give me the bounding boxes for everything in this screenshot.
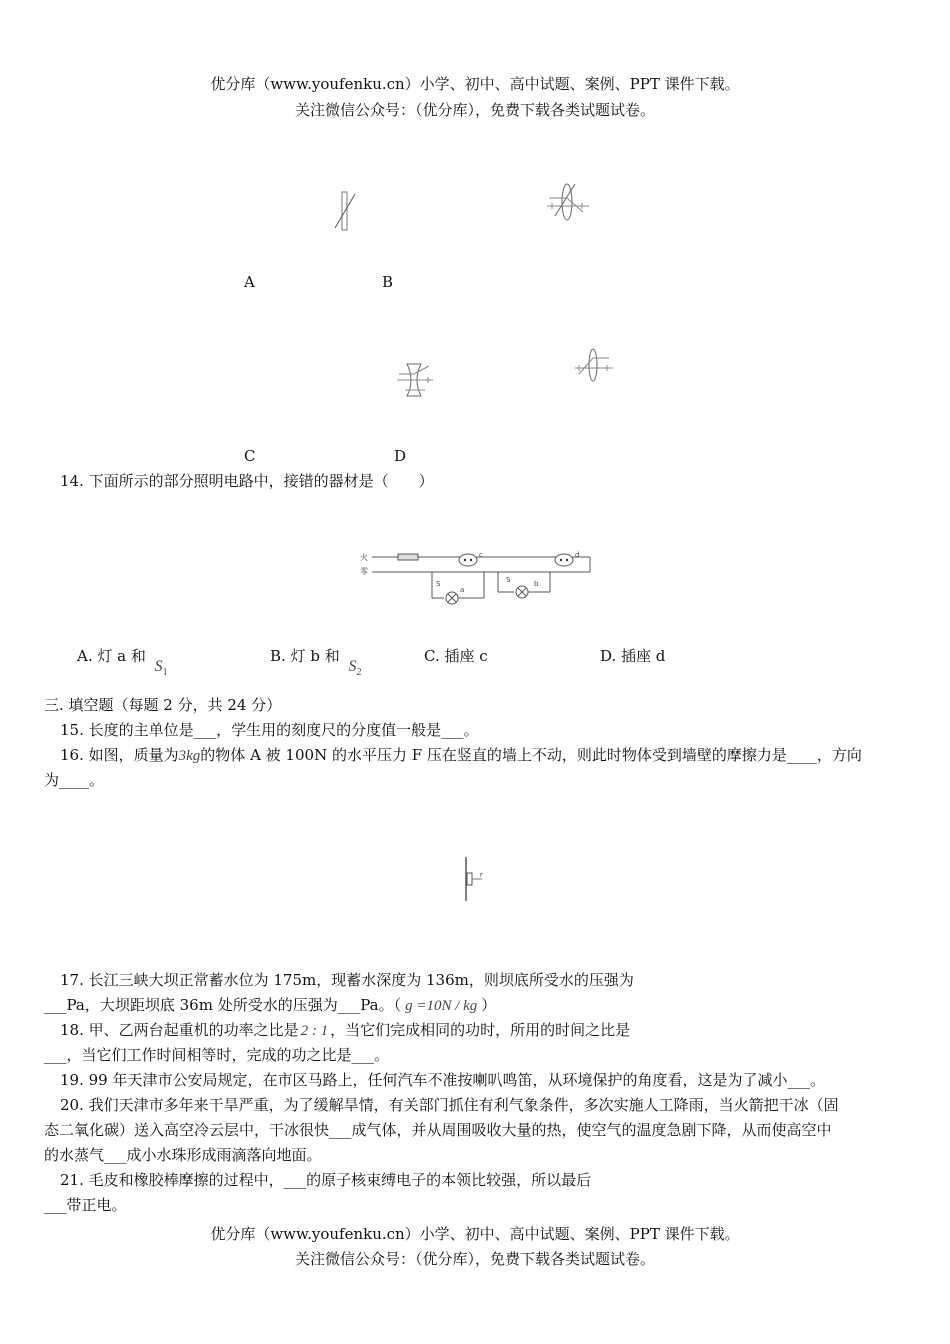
symbol-s1: $S_1$ bbox=[154, 658, 168, 678]
question-21-line-2: ___带正电。 bbox=[44, 1196, 127, 1214]
option-b: B. 灯 b 和 $S_2$ bbox=[270, 644, 361, 671]
question-19: 19. 99 年天津市公安局规定，在市区马路上，任何汽车不准按喇叭鸣笛，从环境保护的角度看，这是为了减小___。 bbox=[60, 1071, 825, 1089]
wall-block-figure bbox=[458, 855, 488, 903]
figure-label-c: C bbox=[244, 447, 256, 465]
question-18: 18. 甲、乙两台起重机的功率之比是 2 : 1 ，当它们完成相同的功时，所用的时间之比是 bbox=[60, 1021, 631, 1039]
question-20-line-2: 态二氧化碳）送入高空冷云层中，干冰很快___成气体，并从周围吸收大量的热，使空气的温度急剧下降，从而使高空中 bbox=[44, 1121, 832, 1139]
circuit-label-b: b bbox=[534, 580, 539, 588]
header-line-1: 优分库（www.youfenku.cn）小学、初中、高中试题、案例、PPT 课件下载。 bbox=[210, 75, 740, 93]
question-21: 21. 毛皮和橡胶棒摩擦的过程中，___的原子核束缚电子的本领比较强，所以最后 bbox=[60, 1171, 592, 1189]
question-16-line-2: 为____。 bbox=[44, 771, 105, 789]
header-line-2: 关注微信公众号：（优分库），免费下载各类试题试卷。 bbox=[294, 101, 655, 119]
circuit-label-neutral: 零 bbox=[360, 567, 368, 576]
circuit-label-a: a bbox=[460, 586, 465, 594]
figure-a-lens bbox=[330, 188, 360, 234]
figure-b-lens bbox=[545, 180, 593, 224]
question-16: 16. 如图，质量为3kg的物体 A 被 100N 的水平压力 F 压在竖直的墙上不动，则此时物体受到墙壁的摩擦力是____，方向 bbox=[60, 746, 862, 764]
figure-c-lens bbox=[395, 360, 435, 400]
question-20-line-3: 的水蒸气___成小水珠形成雨滴落向地面。 bbox=[44, 1146, 322, 1164]
lighting-circuit-diagram bbox=[360, 548, 600, 608]
question-14: 14. 下面所示的部分照明电路中，接错的器材是（ ） bbox=[60, 472, 434, 490]
circuit-label-s2: S bbox=[506, 576, 511, 584]
question-20: 20. 我们天津市多年来干旱严重，为了缓解旱情，有关部门抓住有利气象条件，多次实施人工降雨，当火箭把干冰（固 bbox=[60, 1096, 839, 1114]
footer-line-1: 优分库（www.youfenku.cn）小学、初中、高中试题、案例、PPT 课件下载。 bbox=[210, 1225, 740, 1243]
footer-line-2: 关注微信公众号：（优分库），免费下载各类试题试卷。 bbox=[294, 1250, 655, 1268]
question-18-line-2: ___，当它们工作时间相等时，完成的功之比是___。 bbox=[44, 1046, 390, 1064]
option-c: C. 插座 c bbox=[424, 647, 488, 665]
figure-label-b: B bbox=[382, 273, 394, 291]
option-d: D. 插座 d bbox=[600, 647, 666, 665]
figure-label-d: D bbox=[394, 447, 407, 465]
question-17: 17. 长江三峡大坝正常蓄水位为 175m，现蓄水深度为 136m，则坝底所受水的压强为 bbox=[60, 971, 634, 989]
circuit-label-c: c bbox=[479, 551, 483, 559]
question-17-line-2: ___Pa，大坝距坝底 36m 处所受水的压强为___Pa。（ g =10N / kg ） bbox=[44, 996, 497, 1014]
question-15: 15. 长度的主单位是___，学生用的刻度尺的分度值一般是___。 bbox=[60, 721, 479, 739]
option-a: A. 灯 a 和 $S_1$ bbox=[77, 644, 168, 671]
figure-label-f: F bbox=[480, 873, 483, 879]
figure-d-lens bbox=[573, 346, 617, 384]
circuit-label-s1: S bbox=[436, 580, 441, 588]
symbol-s2: $S_2$ bbox=[348, 658, 362, 678]
section-3-title: 三. 填空题（每题 2 分，共 24 分） bbox=[44, 696, 282, 714]
circuit-label-d: d bbox=[575, 551, 580, 559]
figure-label-a: A bbox=[244, 273, 255, 291]
circuit-label-live: 火 bbox=[360, 553, 368, 562]
